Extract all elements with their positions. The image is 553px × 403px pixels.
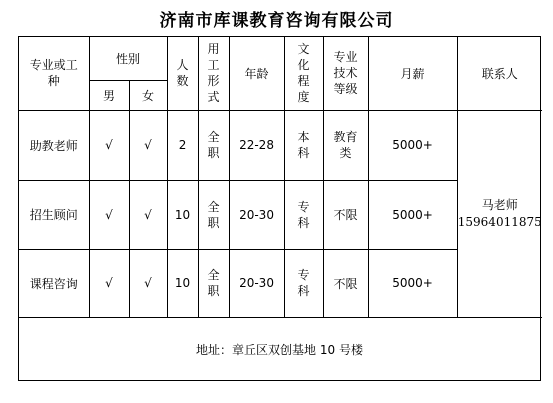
row-education: 本科 [284, 110, 323, 180]
row-male: √ [89, 110, 129, 180]
row-age: 22-28 [229, 110, 284, 180]
header-female: 女 [129, 80, 167, 110]
row-education: 专科 [284, 180, 323, 249]
row-education: 专科 [284, 249, 323, 317]
row-count: 2 [167, 110, 198, 180]
row-male: √ [89, 180, 129, 249]
recruitment-table [19, 37, 542, 318]
row-skill: 不限 [323, 249, 368, 317]
header-position: 专业或工种 [19, 37, 89, 110]
row-female: √ [129, 110, 167, 180]
header-education: 文化程度 [284, 37, 323, 110]
row-salary: 5000+ [368, 180, 457, 249]
table-row [19, 110, 542, 180]
row-employment: 全职 [198, 110, 229, 180]
address-text: 地址：章丘区双创基地 10 号楼 [196, 343, 363, 357]
row-skill: 教育类 [323, 110, 368, 180]
row-female: √ [129, 180, 167, 249]
document-title: 济南市库课教育咨询有限公司 [159, 11, 394, 31]
row-salary: 5000+ [368, 249, 457, 317]
header-skill: 专业技术等级 [323, 37, 368, 110]
row-age: 20-30 [229, 249, 284, 317]
contact-phone: 15964011875 [457, 214, 542, 229]
header-age: 年龄 [229, 37, 284, 110]
contact-name: 马老师 [481, 197, 518, 212]
row-employment: 全职 [198, 180, 229, 249]
row-count: 10 [167, 180, 198, 249]
row-skill: 不限 [323, 180, 368, 249]
header-gender: 性别 [89, 37, 167, 80]
row-employment: 全职 [198, 249, 229, 317]
header-contact: 联系人 [457, 37, 542, 110]
row-position: 助教老师 [19, 110, 89, 180]
row-salary: 5000+ [368, 110, 457, 180]
row-female: √ [129, 249, 167, 317]
row-count: 10 [167, 249, 198, 317]
header-count: 人数 [167, 37, 198, 110]
contact-cell [457, 110, 542, 317]
header-employment: 用工形式 [198, 37, 229, 110]
header-salary: 月薪 [368, 37, 457, 110]
header-male: 男 [89, 80, 129, 110]
row-position: 招生顾问 [19, 180, 89, 249]
row-age: 20-30 [229, 180, 284, 249]
row-male: √ [89, 249, 129, 317]
recruitment-table-frame [18, 36, 541, 381]
address-row [19, 317, 540, 381]
row-position: 课程咨询 [19, 249, 89, 317]
